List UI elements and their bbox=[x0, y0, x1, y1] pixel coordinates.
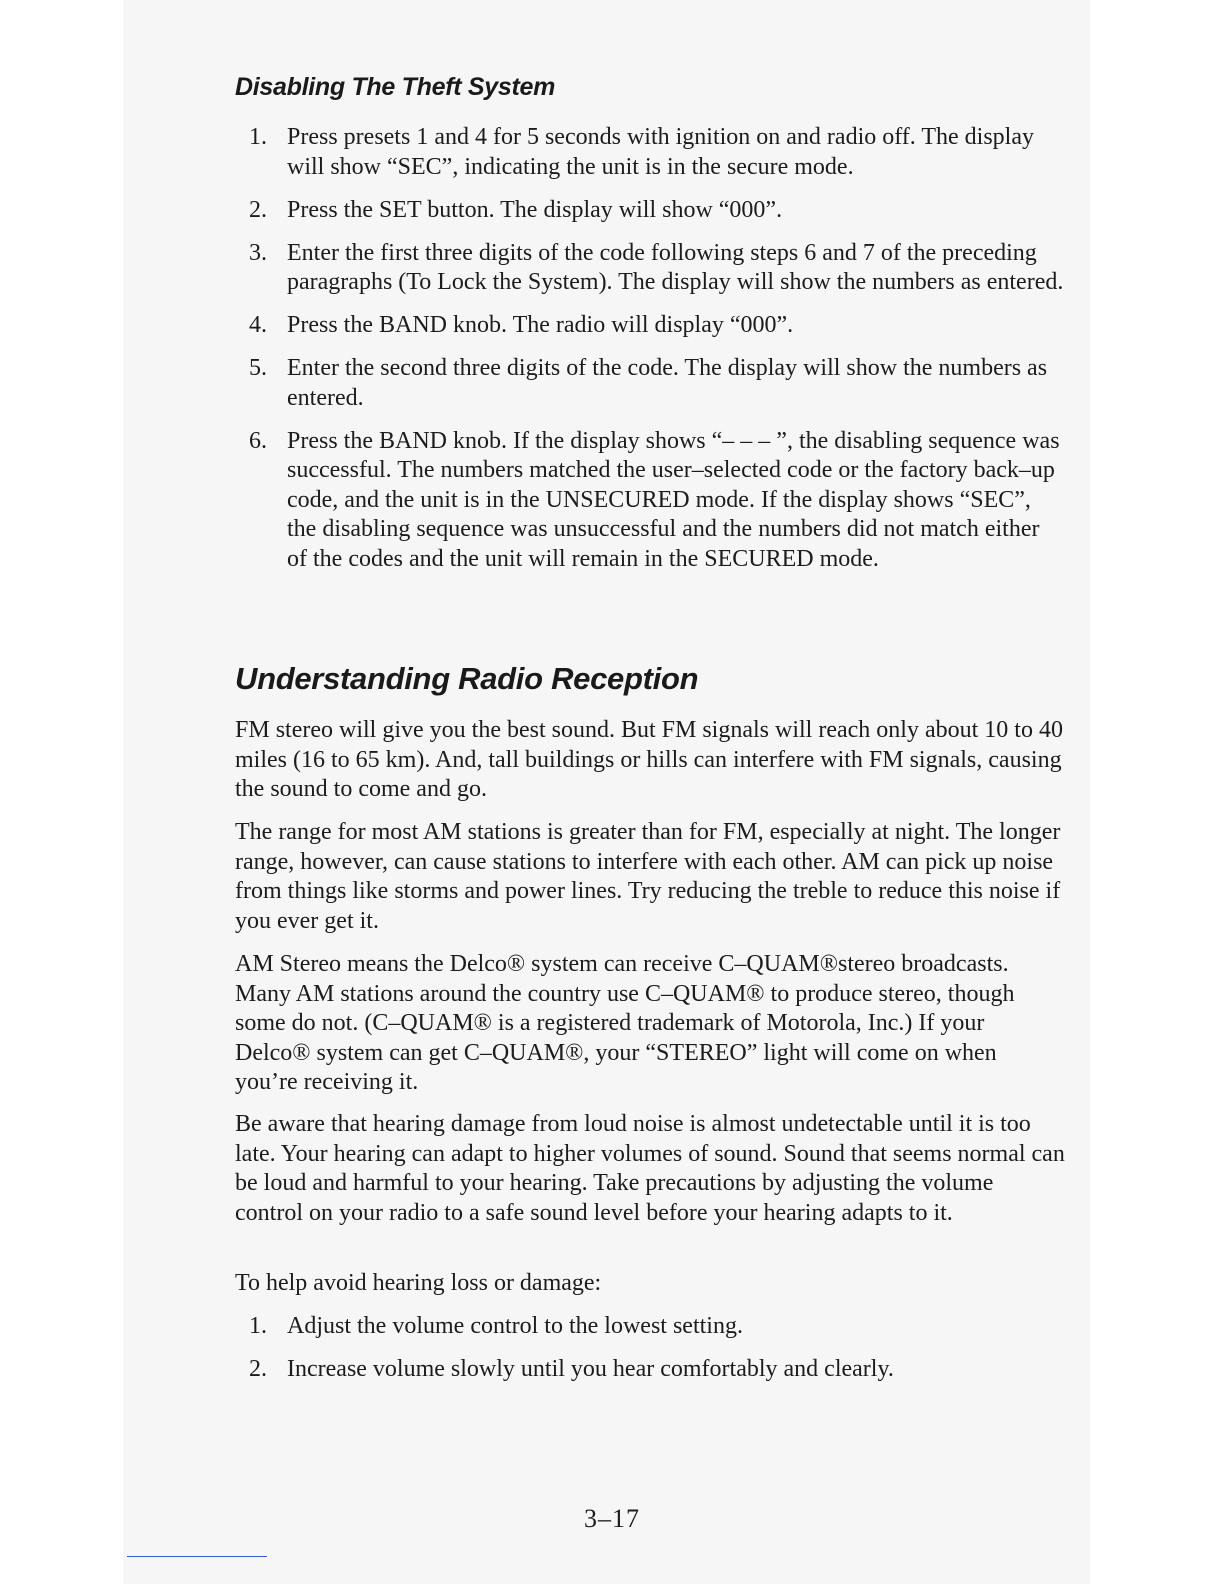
disable-steps-list bbox=[235, 123, 1065, 588]
step-text: Adjust the volume control to the lowest setting. bbox=[287, 1313, 743, 1339]
step-text: Press the BAND knob. The radio will display “000”. bbox=[287, 312, 794, 338]
paragraph-hearing-damage: Be aware that hearing damage from loud noise is almost undetectable until it is too late. Your hearing can adapt to higher volumes of sound. Sound that seems normal can be loud and harmful to your hearing. Take precautions by adjusting the volume control on your radio to a safe sound level before your hearing adapts to it. bbox=[235, 1111, 1065, 1226]
list-item bbox=[235, 1312, 1065, 1342]
hearing-steps-list bbox=[235, 1312, 1065, 1398]
paragraph-fm: FM stereo will give you the best sound. But FM signals will reach only about 10 to 40 miles (16 to 65 km). And, tall buildings or hills can interfere with FM signals, causing the sound to come and go. bbox=[235, 717, 1063, 802]
list-item bbox=[235, 427, 1065, 575]
step-text: Press the BAND knob. If the display shows “– – – ”, the disabling sequence was successful. The numbers matched the user–selected code or the factory back–up code, and the unit is in the UNSECURED mode. If the display shows “SEC”, the disabling sequence was unsuccessful and the numbers did not match either of the codes and the unit will remain in the SECURED mode. bbox=[287, 427, 1060, 572]
step-number: 2. bbox=[249, 196, 267, 223]
step-text: Press presets 1 and 4 for 5 seconds with ignition on and radio off. The display will show “SEC”, indicating the unit is in the secure mode. bbox=[287, 124, 1034, 180]
step-number: 2. bbox=[249, 1356, 267, 1382]
paragraph-am-range: The range for most AM stations is greater than for FM, especially at night. The longer range, however, can cause stations to interfere with each other. AM can pick up noise from things like storms and power lines. Try reducing the treble to reduce this noise if you ever get it. bbox=[235, 819, 1061, 934]
step-number: 1. bbox=[249, 124, 267, 150]
list-item bbox=[235, 196, 1065, 226]
step-number: 4. bbox=[249, 312, 267, 338]
list-item bbox=[235, 311, 1065, 341]
list-item bbox=[235, 1355, 1065, 1385]
footer-link-underline bbox=[127, 1556, 267, 1557]
list-item bbox=[235, 239, 1065, 298]
step-number: 5. bbox=[249, 355, 267, 381]
step-text: Enter the second three digits of the code. The display will show the numbers as entered. bbox=[287, 355, 1048, 411]
paragraph-hearing-intro: To help avoid hearing loss or damage: bbox=[235, 1270, 602, 1296]
page-number: 3–17 bbox=[584, 1504, 640, 1533]
step-number: 3. bbox=[249, 239, 267, 266]
step-text: Press the SET button. The display will show “000”. bbox=[287, 196, 783, 223]
section-title: Disabling The Theft System bbox=[235, 73, 556, 101]
step-number: 1. bbox=[249, 1313, 267, 1339]
step-text: Enter the first three digits of the code following steps 6 and 7 of the preceding paragraphs (To Lock the System). The display will show the numbers as entered. bbox=[287, 239, 1064, 295]
paragraph-am-stereo: AM Stereo means the Delco® system can receive C–QUAM®stereo broadcasts. Many AM stations around the country use C–QUAM® to produce stereo, though some do not. (C–QUAM® is a registered trademark of Motorola, Inc.) If your Delco® system can get C–QUAM®, your “STEREO” light will come on when you’re receiving it. bbox=[235, 951, 1015, 1095]
main-heading: Understanding Radio Reception bbox=[235, 661, 699, 696]
step-number: 6. bbox=[249, 427, 267, 454]
step-text: Increase volume slowly until you hear comfortably and clearly. bbox=[287, 1356, 894, 1382]
list-item bbox=[235, 123, 1065, 182]
list-item bbox=[235, 354, 1065, 413]
